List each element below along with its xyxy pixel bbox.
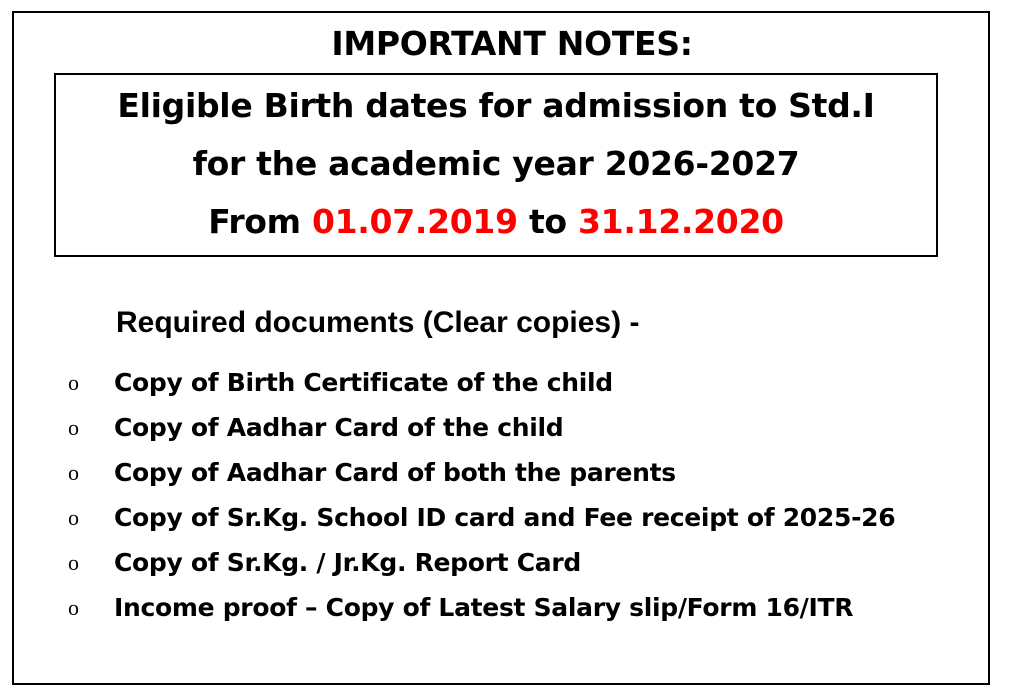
document-label: Copy of Sr.Kg. / Jr.Kg. Report Card [114,548,581,577]
bullet-icon: o [68,370,79,395]
list-item [60,360,980,405]
eligibility-line-2: for the academic year 2026-2027 [192,144,800,183]
notice-heading: IMPORTANT NOTES: [331,24,693,63]
document-list [60,360,980,630]
bullet-icon: o [68,505,79,530]
required-documents-heading: Required documents (Clear copies) - [116,306,640,339]
list-item [60,495,980,540]
from-label: From [208,202,301,241]
eligibility-date-range [56,193,936,251]
bullet-icon: o [68,415,79,440]
start-date: 01.07.2019 [311,202,518,241]
eligibility-line-1: Eligible Birth dates for admission to Std.I [117,86,875,125]
document-label: Copy of Birth Certificate of the child [114,368,613,397]
list-item [60,405,980,450]
document-label: Income proof – Copy of Latest Salary slip/Form 16/ITR [114,593,854,622]
list-item [60,585,980,630]
list-item [60,450,980,495]
end-date: 31.12.2020 [578,202,784,241]
bullet-icon: o [68,460,79,485]
bullet-icon: o [68,550,79,575]
document-label: Copy of Sr.Kg. School ID card and Fee receipt of 2025-26 [114,503,896,532]
bullet-icon: o [68,595,79,620]
eligibility-box [54,73,938,257]
document-label: Copy of Aadhar Card of both the parents [114,458,676,487]
to-label: to [528,202,567,241]
list-item [60,540,980,585]
document-label: Copy of Aadhar Card of the child [114,413,564,442]
